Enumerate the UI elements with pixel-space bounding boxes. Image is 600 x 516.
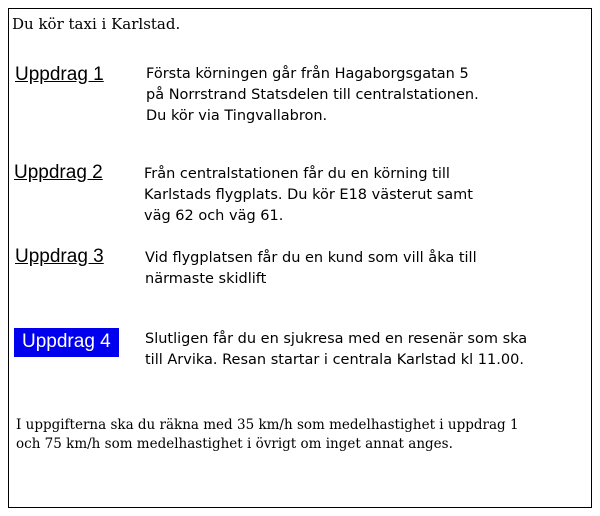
task-1-line: på Norrstrand Statsdelen till centralstationen. bbox=[146, 87, 479, 103]
task-1-line: Första körningen går från Hagaborgsgatan 5 bbox=[146, 66, 469, 82]
task-4-description bbox=[145, 329, 527, 371]
footer-line: och 75 km/h som medelhastighet i övrigt om inget annat anges. bbox=[16, 436, 453, 452]
task-4-line: till Arvika. Resan startar i centrala Karlstad kl 11.00. bbox=[145, 352, 524, 368]
task-2-line: Karlstads flygplats. Du kör E18 västerut samt bbox=[144, 187, 473, 203]
task-1-description bbox=[146, 64, 479, 127]
task-2-line: Från centralstationen får du en körning till bbox=[144, 166, 450, 182]
footer-line: I uppgifterna ska du räkna med 35 km/h som medelhastighet i uppdrag 1 bbox=[16, 417, 519, 433]
intro-text: Du kör taxi i Karlstad. bbox=[12, 15, 181, 33]
task-2-line: väg 62 och väg 61. bbox=[144, 208, 284, 224]
task-1-label: Uppdrag 1 bbox=[15, 64, 104, 85]
task-3-label: Uppdrag 3 bbox=[15, 246, 104, 267]
task-1-line: Du kör via Tingvallabron. bbox=[146, 108, 328, 124]
task-2-description bbox=[144, 164, 473, 227]
task-2-label: Uppdrag 2 bbox=[14, 162, 103, 183]
task-3-line: närmaste skidlift bbox=[145, 271, 267, 287]
task-4-label: Uppdrag 4 bbox=[14, 328, 119, 357]
task-4-line: Slutligen får du en sjukresa med en resenär som ska bbox=[145, 331, 528, 347]
footer-note bbox=[16, 416, 519, 454]
task-3-description bbox=[145, 248, 477, 290]
task-3-line: Vid flygplatsen får du en kund som vill åka till bbox=[145, 250, 477, 266]
